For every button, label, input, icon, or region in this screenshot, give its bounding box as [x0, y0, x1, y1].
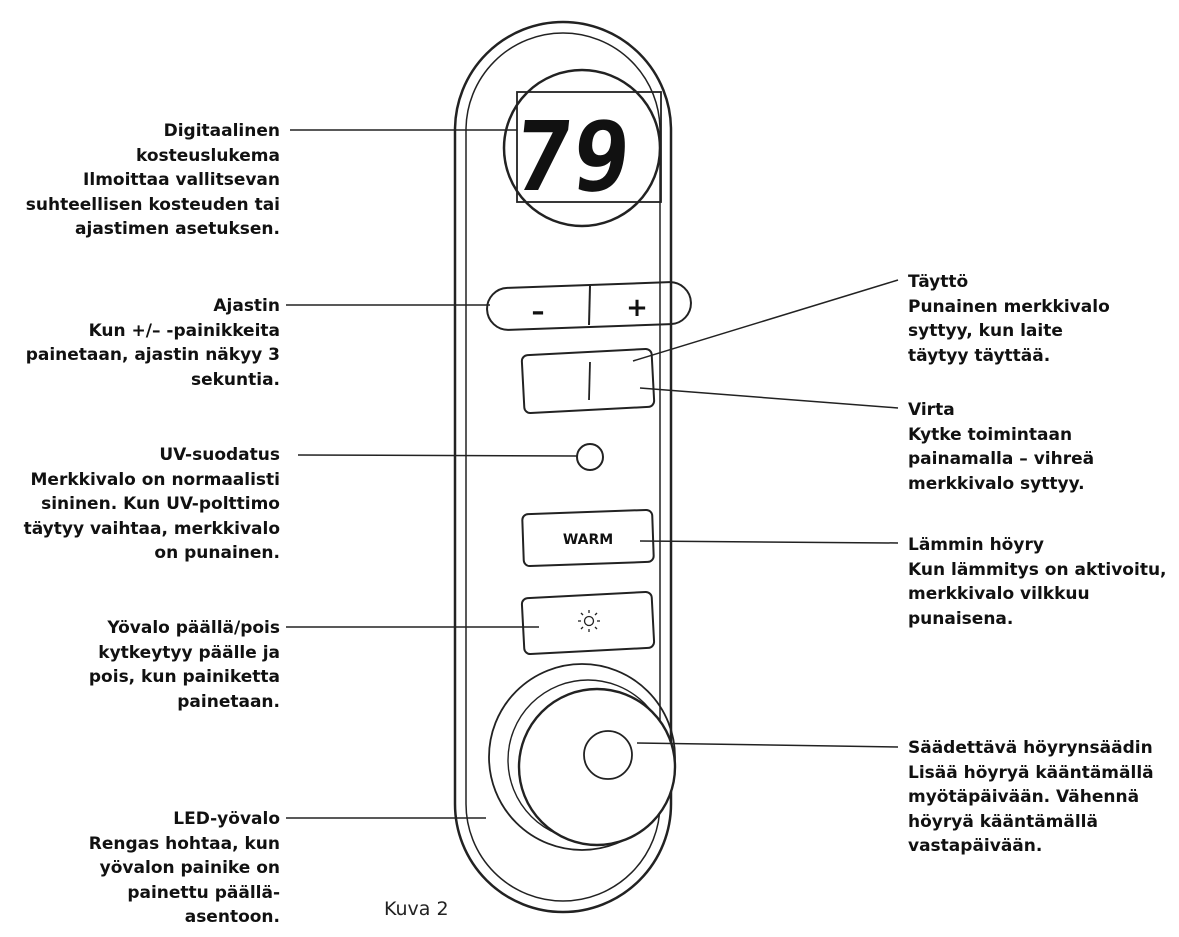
label-timer	[26, 294, 280, 392]
timer-plus-button[interactable]	[592, 286, 688, 324]
label-power	[908, 398, 1094, 496]
label-power-line: merkkivalo syttyy.	[908, 473, 1085, 494]
label-display-title: Digitaalinen	[163, 121, 280, 141]
minus-icon: –	[531, 297, 545, 327]
label-led	[89, 807, 280, 930]
label-power-title: Virta	[908, 400, 955, 420]
label-uv-title: UV-suodatus	[159, 445, 280, 465]
label-uv-line: täytyy vaihtaa, merkkivalo	[23, 518, 280, 539]
label-display	[26, 119, 280, 242]
label-led-line: Rengas hohtaa, kun	[88, 833, 280, 854]
label-steam-line: höyryä kääntämällä	[908, 811, 1098, 832]
label-display-line: suhteellisen kosteuden tai	[25, 194, 280, 215]
timer-divider	[589, 286, 590, 325]
label-display-line: Ilmoittaa vallitsevan	[83, 170, 280, 190]
label-display-line: ajastimen asetuksen.	[75, 219, 280, 239]
display-digits: 79	[508, 101, 637, 213]
label-warm	[908, 533, 1167, 631]
label-fill	[908, 270, 1110, 368]
label-steam-line: vastapäivään.	[908, 836, 1043, 856]
warm-button[interactable]	[522, 510, 654, 567]
label-uv-line: on punainen.	[154, 543, 280, 563]
label-nightlight	[89, 616, 280, 714]
label-nightlight-line: pois, kun painiketta	[88, 667, 280, 687]
label-timer-line: Kun +/– -painikkeita	[88, 320, 280, 341]
label-timer-title: Ajastin	[213, 296, 280, 316]
label-fill-line: Punainen merkkivalo	[908, 296, 1110, 317]
label-warm-line: merkkivalo vilkkuu	[908, 584, 1090, 604]
leader-steam	[637, 743, 898, 747]
nightlight-button[interactable]	[522, 592, 655, 655]
label-fill-title: Täyttö	[908, 272, 969, 292]
label-steam-title: Säädettävä höyrynsäädin	[908, 738, 1153, 758]
label-power-line: Kytke toimintaan	[908, 424, 1073, 445]
label-warm-line: Kun lämmitys on aktivoitu,	[908, 559, 1167, 580]
steam-control-knob[interactable]	[519, 689, 675, 845]
plus-icon: +	[626, 293, 648, 323]
label-uv-line: sininen. Kun UV-polttimo	[41, 494, 280, 514]
uv-indicator-light	[577, 444, 603, 470]
label-fill-line: syttyy, kun laite	[908, 321, 1063, 341]
label-fill-line: täytyy täyttää.	[908, 345, 1051, 366]
power-icon	[589, 362, 590, 400]
label-led-line: painettu päällä-	[127, 882, 280, 903]
label-warm-title: Lämmin höyry	[908, 535, 1044, 555]
label-uv	[24, 443, 280, 566]
leader-power	[640, 388, 898, 408]
label-warm-line: punaisena.	[908, 608, 1014, 629]
label-uv-line: Merkkivalo on normaalisti	[30, 469, 280, 490]
label-display-line: kosteuslukema	[135, 145, 280, 166]
leader-warm	[640, 541, 898, 543]
label-nightlight-line: painetaan.	[177, 691, 280, 712]
label-nightlight-title: Yövalo päällä/pois	[107, 618, 280, 638]
label-led-line: yövalon painike on	[99, 858, 280, 878]
label-steam	[908, 736, 1154, 859]
timer-minus-button[interactable]	[490, 288, 588, 327]
label-timer-line: sekuntia.	[190, 369, 280, 390]
label-steam-line: myötäpäivään. Vähennä	[908, 787, 1140, 807]
warm-button-label: WARM	[562, 532, 614, 548]
label-timer-line: painetaan, ajastin näkyy 3	[25, 345, 280, 365]
label-power-line: painamalla – vihreä	[908, 449, 1095, 469]
label-led-line: asentoon.	[184, 907, 280, 927]
figure-caption: Kuva 2	[384, 898, 449, 920]
power-button[interactable]	[522, 349, 655, 414]
label-nightlight-line: kytkeytyy päälle ja	[98, 642, 280, 663]
label-steam-line: Lisää höyryä kääntämällä	[908, 762, 1154, 783]
label-led-title: LED-yövalo	[173, 809, 280, 829]
leader-uv	[298, 455, 577, 456]
